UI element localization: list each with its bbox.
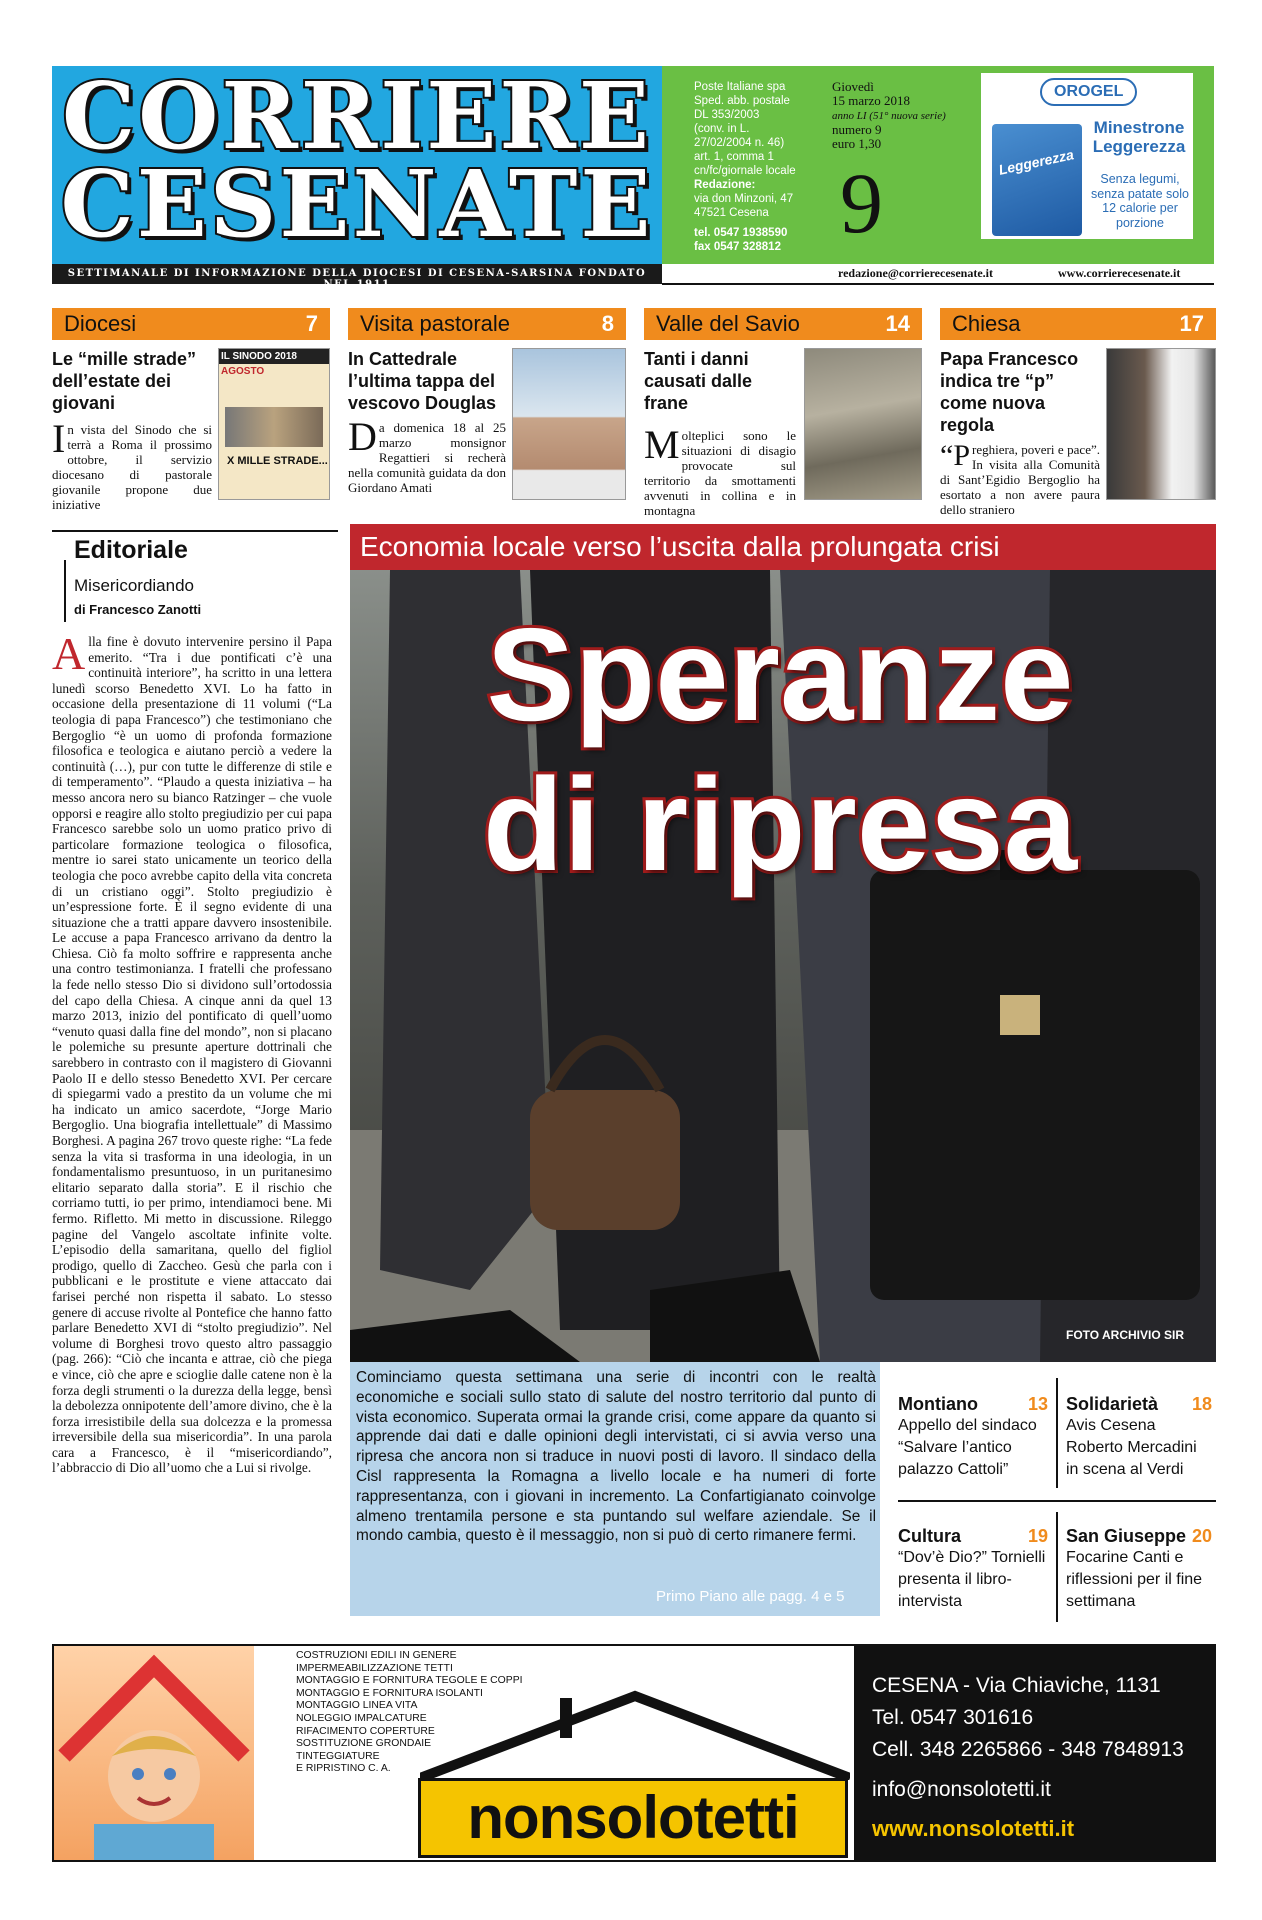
sinodo-image (218, 348, 330, 500)
service-item: MONTAGGIO LINEA VITA (296, 1700, 418, 1712)
section-label: Valle del Savio (656, 311, 800, 336)
section-page: 14 (885, 311, 910, 336)
image-caption: X MILLE STRADE... (227, 455, 328, 467)
inside-pages-link[interactable]: Primo Piano alle pagg. 4 e 5 (656, 1588, 845, 1605)
issue-price: euro 1,30 (832, 136, 882, 151)
divider (1056, 1512, 1058, 1622)
roof-icon (420, 1690, 850, 1780)
service-item: RIFACIMENTO COPERTURE (296, 1725, 435, 1737)
divider (64, 560, 66, 622)
section-title: In Cattedrale l’ultima tappa del vescovo Douglas (348, 349, 497, 413)
divider (662, 283, 1214, 285)
section-title: Papa Francesco indica tre “p” come nuova regola (940, 349, 1079, 435)
redazione-label: Redazione: (694, 179, 756, 191)
side-item-solidarieta[interactable] (1066, 1394, 1212, 1481)
section-header (52, 308, 330, 340)
side-item-text: Avis Cesena Roberto Mercadini in scena al Verdi (1066, 1417, 1197, 1478)
drop-cap: M (644, 422, 680, 467)
postal-line: 27/02/2004 n. 46) (694, 137, 785, 149)
section-label: Chiesa (952, 311, 1021, 336)
drop-cap: I (52, 416, 66, 461)
orogel-title: Minestrone Leggerezza (1092, 118, 1186, 156)
divider (898, 1500, 1216, 1502)
section-title: Tanti i danni causati dalle frane (644, 349, 753, 413)
section-tile-diocesi[interactable] (52, 308, 330, 512)
section-text: a domenica 18 al 25 marzo monsignor Regattieri si recherà nella comunità guidata da don Giordano Amati (348, 420, 506, 495)
section-page: 8 (601, 311, 614, 336)
section-header (348, 308, 626, 340)
title-line-2: CESENATE (60, 150, 654, 258)
section-page: 7 (305, 311, 318, 336)
image-title: IL SINODO 2018 (219, 349, 329, 364)
divider (52, 530, 338, 532)
postal-line: (conv. in L. (694, 123, 750, 135)
photo-credit: FOTO ARCHIVIO SIR (1066, 1328, 1185, 1342)
service-item: IMPERMEABILIZZAZIONE TETTI (296, 1662, 453, 1674)
side-item-cultura[interactable] (898, 1526, 1048, 1613)
service-item: TINTEGGIATURE (296, 1750, 380, 1762)
section-text: olteplici sono le situazioni di disagio provocate sul territorio da smottamenti avvenuti in collina e in montagna (644, 428, 796, 518)
pack-label: Leggerezza (997, 146, 1076, 178)
service-item: SOSTITUZIONE GRONDAIE (296, 1738, 432, 1750)
pope-image (1106, 348, 1216, 500)
drop-cap: “P (940, 439, 970, 472)
side-item-page: 19 (1027, 1526, 1048, 1546)
landslide-image (804, 348, 922, 500)
section-header (644, 308, 922, 340)
issue-year: anno LI (51° nuova serie) (832, 110, 946, 122)
postal-line: DL 353/2003 (694, 109, 760, 121)
ad-phone: Tel. 0547 301616 (872, 1706, 1034, 1729)
issue-number: 9 (840, 155, 883, 251)
title-line-1: CORRIERE (61, 62, 652, 170)
ad-email[interactable]: info@nonsolotetti.it (872, 1778, 1051, 1801)
section-header (940, 308, 1216, 340)
tagline: SETTIMANALE DI INFORMAZIONE DELLA DIOCESI DI CESENA-SARSINA FONDATO NEL 1911 (67, 268, 647, 290)
headline-line-1: Speranze (486, 601, 1074, 748)
issue-day: Giovedì (832, 79, 874, 94)
postal-line: cn/fc/giornale locale (694, 165, 796, 177)
postal-info (694, 80, 834, 254)
address-line: via don Minzoni, 47 (694, 193, 794, 205)
child-roof-image (54, 1646, 254, 1860)
editorial-text: lla fine è dovuto intervenire persino il Papa emerito. “Tra i due pontificati c’è una continuità interiore”, ha scritto in una lettera lunedì scorso Benedetto XVI. Lo ha fatto in occasione della presentazione di 11 volumi (“La teologia di papa Francesco”) che testimoniano che Bergoglio “è un uomo di profonda formazione filosofica e teologica e aiutano perciò a vedere la continuità (…), pur con tutte le differenze di stile e di temperamento”. “Plaudo a questa iniziativa – ha messo ancora nero su bianco Ratzinger – che vuole opporsi e reagire allo stolto pregiudizio per cui papa Francesco sarebbe solo un uomo pratico privo di particolare formazione teologica o filosofica, mentre io sarei stato unicamente un teorico della teologia che poco avrebbe capito della vita concreta di un cristiano oggi”. Stolto pregiudizio è un’espressione forte. È il segno evidente di una situazione che a tratti appare davvero insostenibile. Le accuse a papa Francesco arrivano da dentro la Chiesa. Ciò fa molto soffrire e rappresenta anche una contro testimonianza. I fratelli che professano la fede nello stesso Dio si dividono sull’ortodossia del capo della Chiesa. A cinque anni da quel 13 marzo 2013, inizio del pontificato di quell’uomo “venuto quasi dalla fine del mondo”, non si placano le polemiche su presunte aperture dottrinali che sarebbero in contrasto con il magistero di Giovanni Paolo II e dello stesso Benedetto XVI. Per cercare di spiegarmi vado a prestito da un volume che mi ha indicato un amico sacerdote, “Jorge Mario Bergoglio. Una biografia intellettuale” di Massimo Borghesi. A pagina 267 trovo queste righe: “La fede senza la vita si trasforma in una ideologia, in un fondamentalismo presuntuoso, in un puritanesimo elitario separato dalla storia”. E il rischio che corriamo tutti, io per primo, intendiamoci bene. Mi fermo. Rifletto. Mi metto in discussione. Rileggo pagine del Vangelo ascoltate infinite volte. L’episodio della samaritana, quello del figliol prodigo, quello di Zaccheo. Gesù che parla con i pubblicani e le prostitute e viene attaccato dai farisei perché non rispetta il sabato. Lo stesso genere di accuse rivolte al Pontefice che hanno fatto parlare Benedetto XVI di “stolto pregiudizio”. Nel volume di Borghesi trovo questo altro passaggio (pag. 266): “Ciò che incanta e attrae, ciò che piega e vince, ciò che apre e scioglie dalle catene non è la forza degli strumenti o la durezza della legge, bensì la debolezza onnipotente dell’amore divino, che è la forza irresistibile della sua dolcezza e la promessa irreversibile della sua misericordia”. In una parola cara a Francesco, è il “misericordiando”, l’abbraccio di Dio all’uomo che a Lui si rivolge. (52, 634, 332, 1476)
newspaper-title (52, 62, 662, 258)
editorial-author: di Francesco Zanotti (74, 602, 202, 617)
section-tile-chiesa[interactable] (940, 308, 1216, 517)
service-item: E RIPRISTINO C. A. (296, 1763, 391, 1775)
side-item-title: Montiano (898, 1394, 978, 1414)
section-page: 17 (1179, 311, 1204, 336)
contact-info (872, 1670, 1184, 1806)
side-item-title: Cultura (898, 1526, 961, 1546)
ad-website[interactable]: www.nonsolotetti.it (872, 1816, 1075, 1841)
product-pack-image (992, 124, 1082, 236)
service-item: MONTAGGIO E FORNITURA ISOLANTI (296, 1687, 483, 1699)
orogel-subtitle: Senza legumi, senza patate solo 12 calorie per porzione (1091, 172, 1189, 230)
section-text: reghiera, poveri e pace”. In visita alla Comunità di Sant’Egidio Bergoglio ha esortato a non avere paura dello straniero (940, 442, 1100, 517)
section-text: n vista del Sinodo che si terrà a Roma il prossimo ottobre, il servizio diocesano di pastorale giovanile propone due iniziative (52, 422, 212, 512)
email-link[interactable]: redazione@corrierecesenate.it (838, 266, 993, 280)
postal-line: Poste Italiane spa (694, 81, 786, 93)
section-label: Diocesi (64, 311, 137, 336)
side-item-text: Appello del sindaco “Salvare l’antico palazzo Cattoli” (898, 1417, 1037, 1478)
issue-date: 15 marzo 2018 (832, 93, 910, 108)
side-item-title: Solidarietà (1066, 1394, 1159, 1414)
main-headline (380, 600, 1180, 900)
orogel-logo: OROGEL (1040, 78, 1137, 106)
side-item-montiano[interactable] (898, 1394, 1048, 1481)
website-link[interactable]: www.corrierecesenate.it (1058, 266, 1181, 280)
address-line: 47521 Cesena (694, 207, 769, 219)
issue-info (832, 80, 977, 151)
nonsolotetti-logo: nonsolotetti (418, 1778, 848, 1858)
side-item-page: 13 (1027, 1394, 1048, 1414)
ad-address: CESENA - Via Chiaviche, 1131 (872, 1674, 1161, 1697)
editorial-heading: Editoriale (74, 536, 188, 564)
side-item-text: “Dov’è Dio?” Tornielli presenta il libro-intervista (898, 1549, 1046, 1610)
image-month: AGOSTO (221, 366, 265, 377)
side-item-page: 20 (1191, 1526, 1212, 1546)
child-illustration (54, 1646, 254, 1860)
phone: tel. 0547 1938590 (694, 227, 788, 239)
side-item-title: San Giuseppe (1066, 1526, 1187, 1546)
cathedral-image (512, 348, 626, 500)
main-kicker: Economia locale verso l’uscita dalla prolungata crisi (350, 524, 1216, 570)
section-tile-valle-del-savio[interactable] (644, 308, 922, 518)
postal-line: Sped. abb. postale (694, 95, 790, 107)
ad-cell: Cell. 348 2265866 - 348 7848913 (872, 1738, 1184, 1761)
divider (1056, 1378, 1058, 1488)
issue-numero: numero 9 (832, 122, 882, 137)
drop-cap: A (52, 628, 86, 679)
fax: fax 0547 328812 (694, 241, 781, 253)
section-tile-visita-pastorale[interactable] (348, 308, 626, 500)
side-item-text: Focarine Canti e riflessioni per il fine settimana (1066, 1549, 1203, 1610)
service-item: NOLEGGIO IMPALCATURE (296, 1712, 427, 1724)
main-summary: Cominciamo questa settimana una serie di incontri con le realtà economiche e sociali sullo stato di salute del nostro territorio dal punto di vista economico. Superata ormai la grande crisi, come appare da quanto si apprende dai dati e dalle opinioni degli intervistati, ci si avvia verso una ripresa che ancora non si traduce in nuovi posti di lavoro. Il sindaco della Cisl rappresenta la Romagna a livello locale e ha numeri di forte rappresentanza, con i giovani in incremento. La Confartigianato coinvolge almeno trentamila persone e sta puntando sul welfare aziendale. Se il mondo cambia, questo è il messaggio, non si può di certo rimanere fermi. (356, 1369, 876, 1545)
headline-line-2: di ripresa (482, 751, 1078, 898)
editorial-body (52, 628, 332, 1476)
section-title: Le “mille strade” dell’estate dei giovani (52, 349, 197, 413)
postal-line: art. 1, comma 1 (694, 151, 774, 163)
drop-cap: D (348, 414, 377, 459)
service-item: MONTAGGIO E FORNITURA TEGOLE E COPPI (296, 1675, 523, 1687)
side-item-page: 18 (1191, 1394, 1212, 1414)
editorial-title: Misericordiando (74, 576, 194, 595)
service-item: COSTRUZIONI EDILI IN GENERE (296, 1650, 457, 1661)
side-item-san-giuseppe[interactable] (1066, 1526, 1212, 1613)
section-label: Visita pastorale (360, 311, 511, 336)
